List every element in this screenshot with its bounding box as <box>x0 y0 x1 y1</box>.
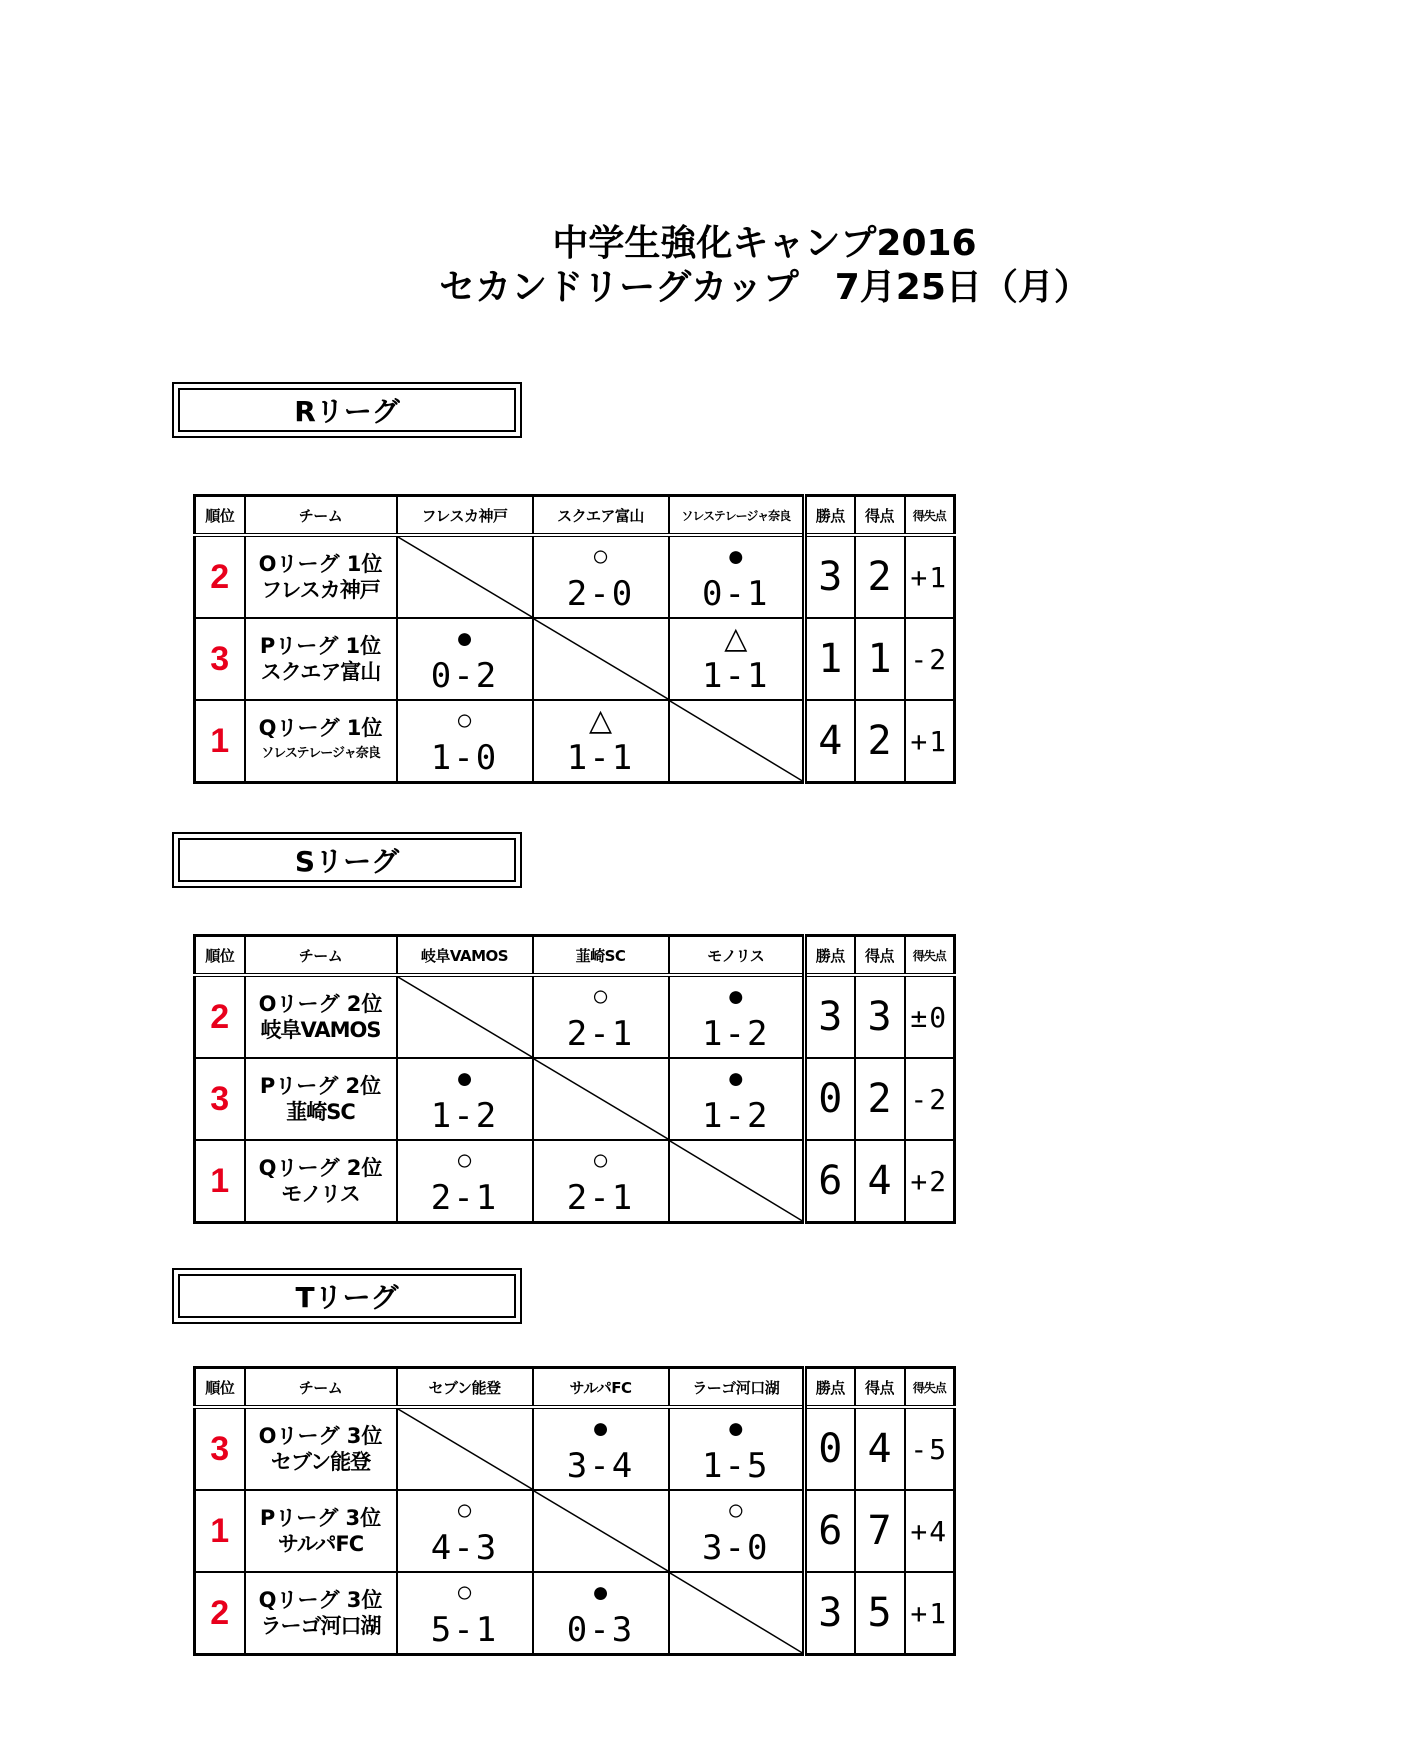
team-name: 岐阜VAMOS <box>260 1018 381 1042</box>
team-name: 韮崎SC <box>286 1100 355 1124</box>
result-cell <box>397 1572 533 1655</box>
goals: 4 <box>855 1407 905 1490</box>
goal-diff: +1 <box>905 535 955 618</box>
team-cell <box>245 618 397 700</box>
result-cell <box>397 1140 533 1223</box>
result-cell <box>669 1407 805 1490</box>
header-opponent: モノリス <box>669 936 805 976</box>
league-heading-t <box>172 1268 522 1324</box>
goal-diff: +2 <box>905 1140 955 1223</box>
result-cell <box>397 618 533 700</box>
goal-diff: +4 <box>905 1490 955 1572</box>
result-score: 3-4 <box>566 1446 635 1486</box>
result-score: 0-1 <box>702 574 770 614</box>
team-cell <box>245 535 397 618</box>
table-row <box>195 1140 955 1223</box>
team-cell <box>245 700 397 783</box>
header-points: 勝点 <box>805 936 855 976</box>
result-score: 1-5 <box>702 1446 770 1486</box>
diagonal-cell <box>397 535 533 618</box>
table-row <box>195 975 955 1058</box>
qualification: Oリーグ 2位 <box>258 992 383 1016</box>
table-row <box>195 700 955 783</box>
result-mark: ● <box>455 622 474 655</box>
result-mark: ○ <box>591 980 610 1013</box>
diagonal-cell <box>533 1058 669 1140</box>
points: 3 <box>805 535 855 618</box>
header-team: チーム <box>245 1368 397 1408</box>
team-name: セブン能登 <box>270 1450 371 1474</box>
team-name: ラーゴ河口湖 <box>260 1614 381 1638</box>
rank: 2 <box>195 535 245 618</box>
diagonal-cell <box>669 1572 805 1655</box>
page-title <box>0 222 1409 310</box>
rank: 2 <box>195 975 245 1058</box>
result-cell <box>533 1140 669 1223</box>
team-name: モノリス <box>281 1182 360 1206</box>
result-score: 1-2 <box>430 1096 499 1136</box>
result-mark: ● <box>726 1412 745 1445</box>
team-cell <box>245 1490 397 1572</box>
header-goals: 得点 <box>855 496 905 536</box>
result-mark: ● <box>726 1062 745 1095</box>
result-cell <box>397 1058 533 1140</box>
header-goal-diff: 得失点 <box>905 936 955 976</box>
goals: 2 <box>855 535 905 618</box>
result-cell <box>533 1407 669 1490</box>
result-mark: ● <box>726 980 745 1013</box>
header-opponent: ラーゴ河口湖 <box>669 1368 805 1408</box>
header-team: チーム <box>245 496 397 536</box>
title-line-2: セカンドリーグカップ 7月25日（月） <box>439 267 1090 308</box>
result-score: 0-3 <box>566 1610 635 1650</box>
result-score: 4-3 <box>430 1528 499 1568</box>
goals: 7 <box>855 1490 905 1572</box>
result-mark: ● <box>591 1412 610 1445</box>
title-line-1: 中学生強化キャンプ2016 <box>552 223 977 264</box>
table-row <box>195 1407 955 1490</box>
result-score: 1-2 <box>702 1096 770 1136</box>
qualification: Pリーグ 2位 <box>259 1074 382 1098</box>
points: 3 <box>805 1572 855 1655</box>
result-cell <box>669 1058 805 1140</box>
result-mark: ○ <box>455 704 474 737</box>
points: 0 <box>805 1058 855 1140</box>
header-opponent: 韮崎SC <box>533 936 669 976</box>
table-row <box>195 535 955 618</box>
diagonal-cell <box>669 700 805 783</box>
header-goal-diff: 得失点 <box>905 1368 955 1408</box>
goal-diff: +1 <box>905 1572 955 1655</box>
header-row <box>195 1368 955 1408</box>
team-name: スクエア富山 <box>260 660 381 684</box>
rank: 1 <box>195 700 245 783</box>
points: 1 <box>805 618 855 700</box>
result-cell <box>397 1490 533 1572</box>
result-mark: ○ <box>726 1494 745 1527</box>
rank: 1 <box>195 1140 245 1223</box>
result-score: 2-1 <box>430 1178 499 1218</box>
qualification: Pリーグ 1位 <box>259 634 382 658</box>
league-name: Tリーグ <box>178 1274 516 1318</box>
qualification: Qリーグ 2位 <box>258 1156 383 1180</box>
rank: 3 <box>195 618 245 700</box>
rank: 2 <box>195 1572 245 1655</box>
team-cell <box>245 975 397 1058</box>
result-mark: ● <box>455 1062 474 1095</box>
result-cell <box>533 535 669 618</box>
points: 6 <box>805 1490 855 1572</box>
goal-diff: +1 <box>905 700 955 783</box>
goals: 2 <box>855 1058 905 1140</box>
table-row <box>195 618 955 700</box>
league-table-t <box>193 1366 956 1656</box>
result-cell <box>669 618 805 700</box>
header-rank: 順位 <box>195 1368 245 1408</box>
qualification: Qリーグ 1位 <box>258 716 383 740</box>
header-opponent: ソレステレージャ奈良 <box>669 496 805 536</box>
team-name: フレスカ神戸 <box>261 578 380 602</box>
result-score: 2-1 <box>566 1014 635 1054</box>
team-cell <box>245 1407 397 1490</box>
header-points: 勝点 <box>805 1368 855 1408</box>
diagonal-cell <box>533 618 669 700</box>
goal-diff: -2 <box>905 618 955 700</box>
result-score: 0-2 <box>430 656 499 696</box>
goals: 4 <box>855 1140 905 1223</box>
table-row <box>195 1572 955 1655</box>
result-mark: ● <box>591 1576 610 1609</box>
header-opponent: サルパFC <box>533 1368 669 1408</box>
header-opponent: セブン能登 <box>397 1368 533 1408</box>
header-rank: 順位 <box>195 936 245 976</box>
header-row <box>195 496 955 536</box>
goals: 1 <box>855 618 905 700</box>
result-mark: ● <box>726 540 745 573</box>
result-cell <box>533 1572 669 1655</box>
result-score: 1-1 <box>566 738 635 778</box>
goal-diff: ±0 <box>905 975 955 1058</box>
result-score: 1-2 <box>702 1014 770 1054</box>
result-cell <box>397 700 533 783</box>
header-row <box>195 936 955 976</box>
result-mark: ○ <box>455 1144 474 1177</box>
qualification: Qリーグ 3位 <box>258 1588 383 1612</box>
result-score: 5-1 <box>430 1610 499 1650</box>
table-row <box>195 1058 955 1140</box>
result-score: 1-0 <box>430 738 499 778</box>
points: 4 <box>805 700 855 783</box>
table-row <box>195 1490 955 1572</box>
result-mark: ○ <box>591 540 610 573</box>
rank: 3 <box>195 1058 245 1140</box>
team-name: ソレステレージャ奈良 <box>261 746 380 761</box>
league-heading-r <box>172 382 522 438</box>
diagonal-cell <box>397 975 533 1058</box>
result-mark: ○ <box>455 1576 474 1609</box>
points: 0 <box>805 1407 855 1490</box>
rank: 3 <box>195 1407 245 1490</box>
goals: 2 <box>855 700 905 783</box>
result-mark: ○ <box>591 1144 610 1177</box>
points: 6 <box>805 1140 855 1223</box>
result-score: 1-1 <box>702 656 770 696</box>
header-points: 勝点 <box>805 496 855 536</box>
header-goals: 得点 <box>855 1368 905 1408</box>
league-name: Rリーグ <box>178 388 516 432</box>
header-goal-diff: 得失点 <box>905 496 955 536</box>
result-score: 3-0 <box>702 1528 770 1568</box>
result-cell <box>533 975 669 1058</box>
goal-diff: -2 <box>905 1058 955 1140</box>
team-name: サルパFC <box>277 1532 364 1556</box>
qualification: Oリーグ 1位 <box>258 552 383 576</box>
header-opponent: 岐阜VAMOS <box>397 936 533 976</box>
team-cell <box>245 1572 397 1655</box>
result-score: 2-1 <box>566 1178 635 1218</box>
goals: 3 <box>855 975 905 1058</box>
result-score: 2-0 <box>566 574 635 614</box>
result-mark: △ <box>724 622 748 655</box>
result-cell <box>669 975 805 1058</box>
goal-diff: -5 <box>905 1407 955 1490</box>
result-mark: △ <box>588 704 613 737</box>
league-name: Sリーグ <box>178 838 516 882</box>
result-cell <box>533 700 669 783</box>
league-table-s <box>193 934 956 1224</box>
diagonal-cell <box>669 1140 805 1223</box>
header-rank: 順位 <box>195 496 245 536</box>
rank: 1 <box>195 1490 245 1572</box>
goals: 5 <box>855 1572 905 1655</box>
header-goals: 得点 <box>855 936 905 976</box>
diagonal-cell <box>533 1490 669 1572</box>
qualification: Oリーグ 3位 <box>258 1424 383 1448</box>
header-opponent: スクエア富山 <box>533 496 669 536</box>
result-cell <box>669 535 805 618</box>
team-cell <box>245 1140 397 1223</box>
league-heading-s <box>172 832 522 888</box>
league-table-r <box>193 494 956 784</box>
qualification: Pリーグ 3位 <box>259 1506 382 1530</box>
team-cell <box>245 1058 397 1140</box>
points: 3 <box>805 975 855 1058</box>
result-cell <box>669 1490 805 1572</box>
diagonal-cell <box>397 1407 533 1490</box>
header-opponent: フレスカ神戸 <box>397 496 533 536</box>
header-team: チーム <box>245 936 397 976</box>
result-mark: ○ <box>455 1494 474 1527</box>
